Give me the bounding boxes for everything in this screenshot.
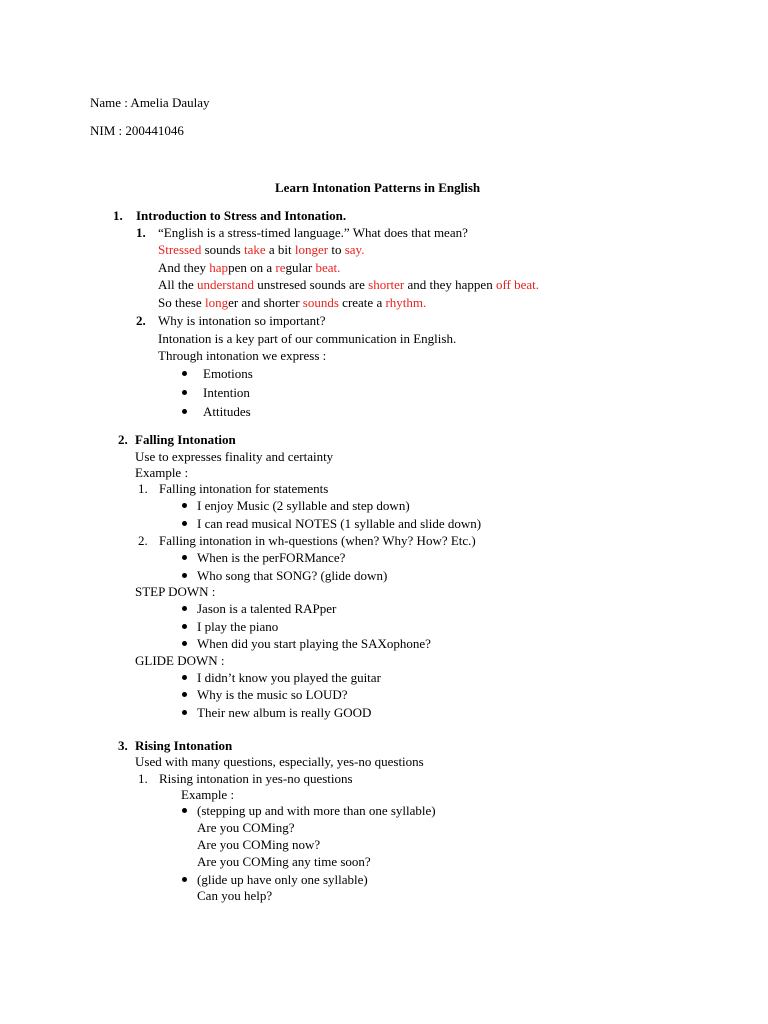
stress-word: rhythm. xyxy=(385,295,427,310)
stress-line-1 xyxy=(158,241,364,258)
stress-word: longer xyxy=(294,242,329,257)
list-item: When did you start playing the SAXophone? xyxy=(197,636,431,651)
plain-text: pen on a xyxy=(228,260,276,275)
section1-sub1-number: 1. xyxy=(136,225,146,240)
plain-text: create a xyxy=(338,295,386,310)
stress-word: long xyxy=(204,295,229,310)
section3-heading: Rising Intonation xyxy=(135,738,233,753)
list-item: Attitudes xyxy=(203,404,251,419)
list-item: When is the perFORMance? xyxy=(197,550,346,565)
section1-sub2-question: Why is intonation so important? xyxy=(158,313,326,328)
section2-use: Use to expresses finality and certainty xyxy=(135,449,334,464)
bullet-icon xyxy=(182,555,187,560)
list-item: I enjoy Music (2 syllable and step down) xyxy=(197,498,410,513)
plain-text: a bit xyxy=(265,242,295,257)
list-item: (glide up have only one syllable) xyxy=(197,872,368,887)
student-name: Name : Amelia Daulay xyxy=(90,95,210,110)
document-title: Learn Intonation Patterns in English xyxy=(275,180,481,195)
step-down-label: STEP DOWN : xyxy=(135,584,216,599)
stress-word: shorter xyxy=(368,277,405,292)
stress-line-2 xyxy=(158,259,340,276)
example-line: Can you help? xyxy=(197,888,273,903)
list-item: I can read musical NOTES (1 syllable and slide down) xyxy=(197,516,482,531)
bullet-icon xyxy=(182,573,187,578)
example-line: Are you COMing? xyxy=(197,820,295,835)
stress-word: beat. xyxy=(315,260,341,275)
stress-word: off beat. xyxy=(495,277,540,292)
plain-text: All the xyxy=(158,277,197,292)
section3-example: Example : xyxy=(181,787,235,802)
bullet-icon xyxy=(182,390,187,395)
bullet-icon xyxy=(182,692,187,697)
bullet-icon xyxy=(182,521,187,526)
section1-number: 1. xyxy=(113,208,123,223)
stress-line-3 xyxy=(158,276,539,293)
example-line: Are you COMing any time soon? xyxy=(197,854,371,869)
bullet-icon xyxy=(182,409,187,414)
stress-word: re xyxy=(275,260,286,275)
plain-text: sounds xyxy=(201,242,244,257)
stress-line-4 xyxy=(158,294,426,311)
plain-text: and they happen xyxy=(404,277,496,292)
section2-number: 2. xyxy=(118,432,128,447)
stress-word: sounds xyxy=(302,295,339,310)
plain-text: gular xyxy=(285,260,316,275)
section2-item1-number: 1. xyxy=(138,481,148,496)
list-item: Why is the music so LOUD? xyxy=(197,687,348,702)
list-item: Their new album is really GOOD xyxy=(197,705,372,720)
list-item: Intention xyxy=(203,385,250,400)
section1-sub2-line2: Through intonation we express : xyxy=(158,348,327,363)
section3-item1-text: Rising intonation in yes-no questions xyxy=(159,771,353,786)
list-item: I didn’t know you played the guitar xyxy=(197,670,381,685)
bullet-icon xyxy=(182,641,187,646)
bullet-icon xyxy=(182,710,187,715)
bullet-icon xyxy=(182,606,187,611)
section1-sub2-line1: Intonation is a key part of our communication in English. xyxy=(158,331,457,346)
list-item: I play the piano xyxy=(197,619,279,634)
example-line: Are you COMing now? xyxy=(197,837,321,852)
section1-heading: Introduction to Stress and Intonation. xyxy=(136,208,347,223)
stress-word: hap xyxy=(209,260,229,275)
section2-heading: Falling Intonation xyxy=(135,432,236,447)
bullet-icon xyxy=(182,503,187,508)
bullet-icon xyxy=(182,371,187,376)
section1-sub1-question: “English is a stress-timed language.” What does that mean? xyxy=(158,225,468,240)
bullet-icon xyxy=(182,675,187,680)
list-item: (stepping up and with more than one syllable) xyxy=(197,803,436,818)
plain-text: So these xyxy=(158,295,205,310)
list-item: Emotions xyxy=(203,366,253,381)
section3-item1-number: 1. xyxy=(138,771,148,786)
plain-text: And they xyxy=(158,260,210,275)
bullet-icon xyxy=(182,808,187,813)
section2-item2-number: 2. xyxy=(138,533,148,548)
list-item: Who song that SONG? (glide down) xyxy=(197,568,388,583)
stress-word: understand xyxy=(197,277,255,292)
stress-word: take xyxy=(243,242,266,257)
list-item: Jason is a talented RAPper xyxy=(197,601,337,616)
bullet-icon xyxy=(182,877,187,882)
section3-use: Used with many questions, especially, yes-no questions xyxy=(135,754,424,769)
stress-word: say. xyxy=(344,242,365,257)
student-nim: NIM : 200441046 xyxy=(90,123,184,138)
plain-text: er and shorter xyxy=(228,295,303,310)
bullet-icon xyxy=(182,624,187,629)
plain-text: unstresed sounds are xyxy=(254,277,369,292)
section1-sub2-number: 2. xyxy=(136,313,146,328)
stress-word: Stressed xyxy=(158,242,202,257)
glide-down-label: GLIDE DOWN : xyxy=(135,653,225,668)
section2-item1-text: Falling intonation for statements xyxy=(159,481,329,496)
section2-example: Example : xyxy=(135,465,189,480)
plain-text: to xyxy=(328,242,345,257)
section2-item2-text: Falling intonation in wh-questions (when? Why? How? Etc.) xyxy=(159,533,476,548)
section3-number: 3. xyxy=(118,738,128,753)
